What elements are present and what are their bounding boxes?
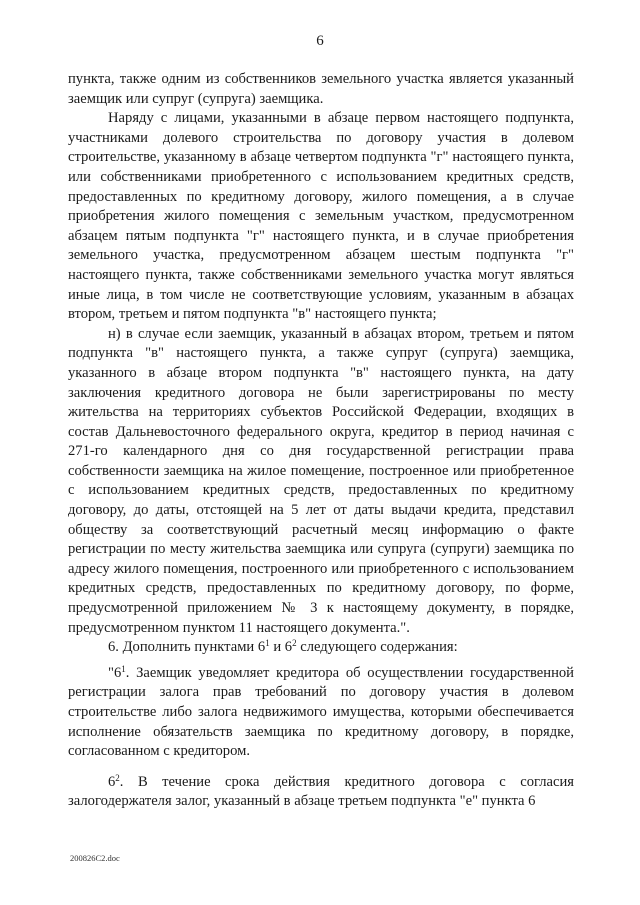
document-body	[68, 70, 574, 812]
superscript: 2	[292, 638, 297, 649]
footer-file-name: 200826C2.doc	[70, 853, 120, 863]
paragraph-continuation: пункта, также одним из собственников земельного участка является указанный заемщик или супруг (супруга) заемщика.	[68, 71, 574, 107]
paragraph-other-participants: Наряду с лицами, указанными в абзаце первом настоящего подпункта, участниками долевого строительства по договору участия в долевом строительстве, указанному в абзаце четвертом подпункта "г" настоящего пункта, или собственниками приобретенного с использованием кредитных средств, предоставленных по кредитному договору, жилого помещения, а в случае приобретения жилого помещения с земельным участком, предусмотренном абзацем пятым подпункта "г" настоящего пункта, и в случае приобретения земельного участка, предусмотренном абзацем шестым подпункта "г" настоящего пункта, также собственниками земельного участка могут являться иные лица, в том числе не соответствующие условиям, указанным в абзацах втором, третьем и пятом подпункта "в" настоящего пункта;	[68, 110, 574, 323]
page-number: 6	[316, 33, 324, 49]
paragraph-subitem-n: н) в случае если заемщик, указанный в абзацах втором, третьем и пятом подпункта "в" настоящего пункта, а также супруг (супруга) заемщика, указанного в абзаце втором подпункта "в" настоящего пункта, на дату заключения кредитного договора не были зарегистрированы по месту жительства на территориях субъектов Российской Федерации, входящих в состав Дальневосточного федерального округа, кредитор в период начиная с 271-го календарного дня со дня государственной регистрации права собственности заемщика на жилое помещение, построенное или приобретенное с использованием кредитных средств, предоставленных по кредитному договору, до даты, отстоящей на 5 лет от даты выдачи кредита, представил обществу за соответствующий расчетный месяц информацию о факте регистрации по месту жительства заемщика или супруга (супруги) заемщика по адресу жилого помещения, построенного или приобретенного с использованием кредитных средств, предоставленных по кредитному договору, по форме, предусмотренной приложением № 3 к настоящему документу, в порядке, предусмотренном пунктом 11 настоящего документа.".	[68, 325, 574, 636]
text-run: 6. Дополнить пунктами 6	[108, 639, 266, 656]
text-run: и 6	[269, 639, 293, 656]
text-run: следующего содержания:	[296, 639, 458, 656]
superscript: 1	[121, 663, 126, 674]
superscript: 2	[115, 772, 120, 783]
text-run: 6	[108, 773, 116, 790]
paragraph-item-6-1	[68, 664, 574, 762]
text-run: . Заемщик уведомляет кредитора об осуществлении государственной регистрации залога прав требований по договору участия в долевом строительстве либо залога недвижимого имущества, которыми обеспечивается исполнение обязательств заемщика по кредитному договору, в порядке, согласованном с кредитором.	[68, 664, 574, 760]
text-run: "6	[108, 664, 122, 681]
text-run: . В течение срока действия кредитного договора с согласия залогодержателя залог, указанный в абзаце третьем подпункта "е" пункта 6	[68, 773, 574, 810]
paragraph-item-6-amendment	[68, 638, 574, 658]
paragraph-item-6-2	[68, 773, 574, 812]
superscript: 1	[265, 638, 270, 649]
